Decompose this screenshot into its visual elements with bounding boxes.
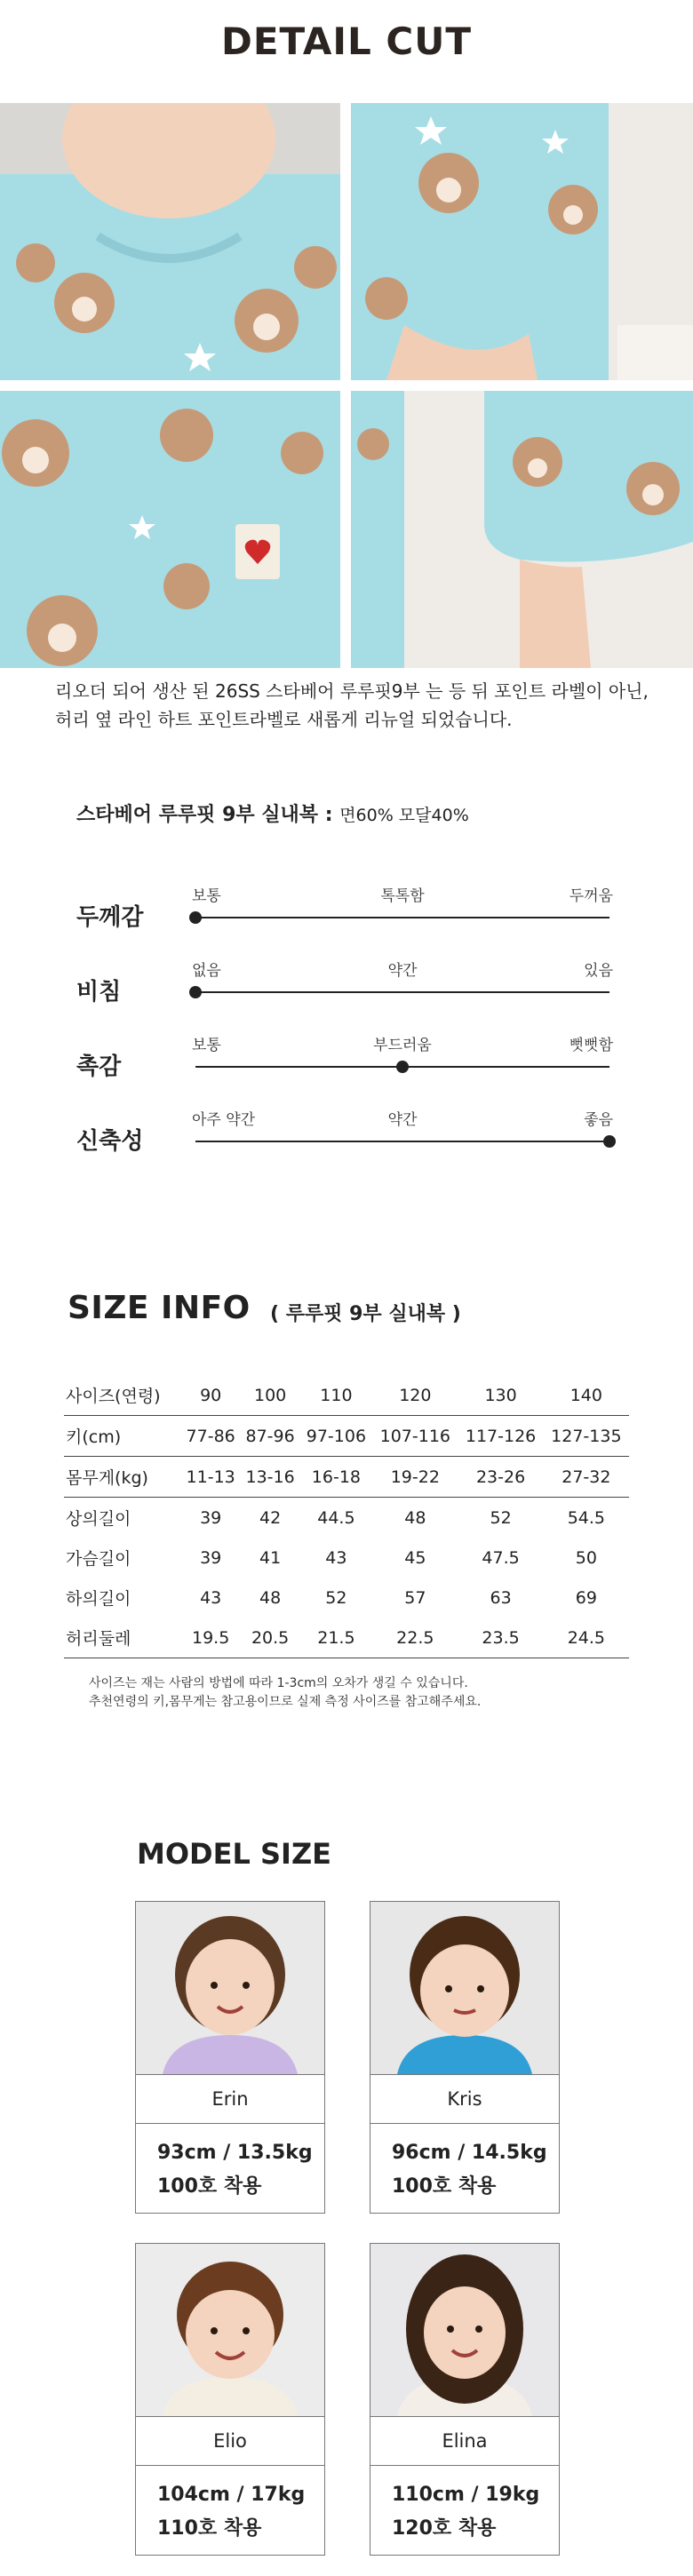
detail-cut-title: DETAIL CUT (220, 20, 473, 63)
model-measure: 110cm / 19kg (392, 2484, 540, 2506)
scale-transparency (76, 949, 618, 1011)
size-info-subtitle: ( 루루핏 9부 실내복 ) (270, 1303, 461, 1325)
model-fit: 100호 착용 (392, 2175, 497, 2198)
table-cell: 50 (575, 1547, 597, 1568)
model-name: Elina (370, 2417, 559, 2466)
fabric-info (76, 799, 469, 827)
model-spec (157, 2478, 305, 2546)
model-fit: 100호 착용 (157, 2175, 262, 2198)
scale-left-label: 보통 (192, 1037, 221, 1054)
table-header-cell: 100 (241, 1375, 300, 1416)
model-fit: 110호 착용 (157, 2517, 262, 2540)
size-note-line-2: 추천연령의 키,몸무게는 참고용이므로 실제 측정 사이즈를 참고해주세요. (89, 1695, 482, 1709)
fabric-composition: 면60% 모달40% (339, 806, 469, 825)
table-header-cell: 110 (300, 1375, 373, 1416)
table-cell: 허리둘레 (64, 1618, 181, 1658)
scale-left-label: 아주 약간 (192, 1111, 256, 1129)
product-description (55, 677, 659, 734)
model-card-elio (135, 2243, 325, 2556)
model-measure: 93cm / 13.5kg (157, 2142, 313, 2164)
model-spec (392, 2478, 539, 2546)
scale-stretch (76, 1098, 618, 1160)
detail-photo-ankle (351, 391, 693, 668)
table-row (64, 1538, 629, 1578)
table-cell: 16-18 (300, 1457, 373, 1498)
table-header-row (64, 1375, 629, 1416)
table-row (64, 1416, 629, 1457)
table-cell: 13-16 (241, 1457, 300, 1498)
table-cell: 39 (200, 1507, 222, 1528)
table-cell: 42 (259, 1507, 282, 1528)
table-cell: 몸무게(kg) (64, 1457, 181, 1498)
table-cell: 97-106 (300, 1416, 373, 1457)
model-card-kris (370, 1901, 560, 2214)
scale-name: 신축성 (76, 1128, 144, 1155)
table-row (64, 1457, 629, 1498)
table-header-cell: 90 (181, 1375, 241, 1416)
model-name: Kris (370, 2075, 559, 2124)
ankle-illustration (351, 391, 693, 668)
scale-mid-label: 톡톡함 (380, 887, 425, 905)
table-cell: 47.5 (482, 1547, 520, 1568)
fabric-product: 스타베어 루루핏 9부 실내복 : (76, 804, 340, 826)
heart-label-illustration (0, 391, 340, 668)
scale-right-label: 뻣뻣함 (569, 1037, 613, 1054)
table-header-cell: 130 (458, 1375, 543, 1416)
table-header-cell: 140 (544, 1375, 629, 1416)
table-cell: 44.5 (317, 1507, 355, 1528)
scale-mid-label: 약간 (387, 962, 418, 980)
scale-track (195, 1141, 609, 1142)
scale-texture (76, 1023, 618, 1085)
table-row (64, 1498, 629, 1538)
sleeve-illustration (351, 103, 693, 380)
scale-name: 두께감 (76, 904, 144, 931)
detail-photo-neckline (0, 103, 340, 380)
scale-track (195, 917, 609, 918)
model-card-erin (135, 1901, 325, 2214)
scale-track (195, 991, 609, 993)
table-cell: 52 (490, 1507, 512, 1528)
table-cell: 11-13 (181, 1457, 241, 1498)
table-cell: 45 (404, 1547, 426, 1568)
table-cell: 24.5 (544, 1618, 629, 1658)
scale-left-label: 보통 (192, 887, 221, 905)
model-card-elina (370, 2243, 560, 2556)
table-cell: 63 (490, 1587, 512, 1608)
model-spec (157, 2136, 313, 2204)
model-fit: 120호 착용 (392, 2517, 497, 2540)
model-name: Elio (136, 2417, 324, 2466)
table-cell: 107-116 (372, 1416, 458, 1457)
table-cell: 하의길이 (66, 1589, 131, 1609)
table-cell: 87-96 (241, 1416, 300, 1457)
scale-track (195, 1066, 609, 1068)
neckline-illustration (0, 103, 340, 380)
table-cell: 43 (200, 1587, 222, 1608)
scale-mid-label: 부드러움 (373, 1037, 432, 1054)
table-cell: 20.5 (241, 1618, 300, 1658)
model-measure: 96cm / 14.5kg (392, 2142, 547, 2164)
detail-photo-sleeve (351, 103, 693, 380)
table-cell: 117-126 (458, 1416, 543, 1457)
table-cell: 48 (259, 1587, 282, 1608)
detail-photo-heart-label (0, 391, 340, 668)
size-table (64, 1375, 629, 1658)
table-cell: 19-22 (372, 1457, 458, 1498)
table-cell: 48 (404, 1507, 426, 1528)
table-cell: 77-86 (181, 1416, 241, 1457)
scale-name: 비침 (76, 979, 122, 1006)
table-cell: 23.5 (458, 1618, 543, 1658)
table-cell: 57 (404, 1587, 426, 1608)
table-cell: 69 (575, 1587, 597, 1608)
table-cell: 41 (259, 1547, 282, 1568)
scale-left-label: 없음 (192, 962, 221, 980)
scale-marker (603, 1135, 616, 1148)
model-size-title: MODEL SIZE (137, 1837, 332, 1871)
description-line-1: 리오더 되어 생산 된 26SS 스타베어 루루핏9부 는 등 뒤 포인트 라벨이 아닌, (55, 680, 649, 702)
model-name: Erin (136, 2075, 324, 2124)
table-cell: 127-135 (544, 1416, 629, 1457)
table-cell: 23-26 (458, 1457, 543, 1498)
scale-name: 촉감 (76, 1053, 122, 1080)
size-note (89, 1674, 481, 1712)
table-cell: 22.5 (372, 1618, 458, 1658)
table-header-cell: 사이즈(연령) (64, 1375, 181, 1416)
model-photo (370, 1902, 559, 2075)
model-spec (392, 2136, 547, 2204)
scale-right-label: 좋음 (584, 1111, 613, 1129)
scale-marker (189, 911, 202, 924)
table-cell: 39 (200, 1547, 222, 1568)
table-cell: 54.5 (567, 1507, 605, 1528)
scale-mid-label: 약간 (387, 1111, 418, 1129)
model-measure: 104cm / 17kg (157, 2484, 306, 2506)
table-cell: 21.5 (300, 1618, 373, 1658)
table-header-cell: 120 (372, 1375, 458, 1416)
table-cell: 27-32 (544, 1457, 629, 1498)
size-info-title: SIZE INFO (68, 1290, 251, 1326)
scale-marker (189, 986, 202, 998)
table-cell: 19.5 (181, 1618, 241, 1658)
model-photo (136, 2244, 324, 2417)
scale-right-label: 있음 (584, 962, 613, 980)
scale-thickness (76, 874, 618, 936)
table-row (64, 1618, 629, 1658)
table-cell: 가슴길이 (66, 1549, 131, 1569)
scale-marker (396, 1061, 409, 1073)
table-cell: 43 (325, 1547, 347, 1568)
table-cell: 상의길이 (66, 1509, 131, 1529)
description-line-2: 허리 옆 라인 하트 포인트라벨로 새롭게 리뉴얼 되었습니다. (55, 709, 513, 730)
table-cell: 52 (325, 1587, 347, 1608)
table-cell: 키(cm) (64, 1416, 181, 1457)
size-note-line-1: 사이즈는 재는 사람의 방법에 따라 1-3cm의 오차가 생길 수 있습니다. (89, 1676, 468, 1690)
model-photo (370, 2244, 559, 2417)
model-photo (136, 1902, 324, 2075)
table-row (64, 1578, 629, 1618)
scale-right-label: 두꺼움 (569, 887, 613, 905)
